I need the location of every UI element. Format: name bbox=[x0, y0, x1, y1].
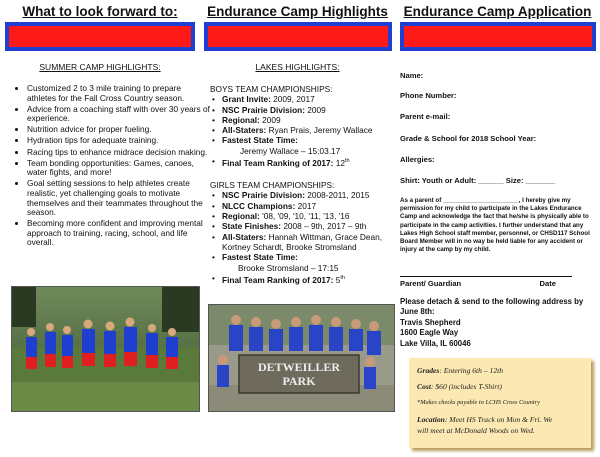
section-subheading: LAKES HIGHLIGHTS: bbox=[255, 62, 340, 72]
shirt-size-field[interactable]: Shirt: Youth or Adult: ______ Size: _______ bbox=[400, 176, 556, 185]
list-item: • Regional: '08, '09, '10, '11, '13, '16 bbox=[222, 211, 393, 221]
list-item: • Fastest State Time: bbox=[222, 135, 393, 145]
list-item: • NSC Prairie Division: 2009 bbox=[222, 105, 393, 115]
list-item: • Regional: 2009 bbox=[222, 115, 393, 125]
team-photo-park-sign bbox=[208, 304, 395, 412]
list-item: • Nutrition advice for proper fueling. bbox=[27, 125, 211, 135]
consent-paragraph: As a parent of ______________________, I hereby give my permission for my child to participate in the Lakes Endurance Camp and acknowledge the fact that he/she is physically able to participate in the camp activities. I further understand that any Lakes High School staff member, personnel, or CHSD117 School Board Member will in no way be held liable for any accident or injury at the camp by my child. bbox=[400, 197, 590, 254]
grades-info: Grades: Entering 6th – 12th bbox=[417, 366, 504, 375]
championships-text bbox=[210, 84, 393, 285]
location-info-line2: will meet at McDonald Woods on Wed. bbox=[417, 426, 535, 435]
banner-red-fill bbox=[208, 26, 388, 47]
list-item: • Team bonding opportunities: Games, canoes, water fights, and more! bbox=[27, 159, 211, 178]
section-subheading: SUMMER CAMP HIGHLIGHTS: bbox=[39, 62, 161, 72]
date-label: Date bbox=[539, 279, 556, 288]
list-item: • NLCC Champions: 2017 bbox=[222, 201, 393, 211]
girls-final-list bbox=[210, 273, 393, 285]
list-item: • All-Staters: Hannah Wittman, Grace Dean, Kortney Schardt, Brooke Stromsland bbox=[222, 232, 393, 253]
boys-final-list bbox=[210, 156, 393, 168]
list-item: • Racing tips to enhance midrace decision making. bbox=[27, 148, 211, 158]
list-item: • Becoming more confident and improving mental approach to training, racing, school, and life overall. bbox=[27, 219, 211, 248]
grade-school-field[interactable]: Grade & School for 2018 School Year: bbox=[400, 134, 537, 143]
boys-header: BOYS TEAM CHAMPIONSHIPS: bbox=[210, 84, 333, 94]
email-field[interactable]: Parent e-mail: bbox=[400, 112, 451, 121]
banner-red-fill bbox=[9, 26, 191, 47]
checks-info: *Makes checks payable to LCHS Cross Country bbox=[417, 399, 540, 406]
color-banner bbox=[204, 22, 392, 51]
phone-field[interactable]: Phone Number: bbox=[400, 91, 457, 100]
color-banner bbox=[5, 22, 195, 51]
team-photo-running bbox=[11, 286, 200, 412]
column-title: Endurance Camp Highlights bbox=[207, 4, 388, 19]
list-item: • Advice from a coaching staff with over 30 years of experience. bbox=[27, 105, 211, 124]
girls-list bbox=[210, 190, 393, 262]
boys-fastest-time: Jeremy Wallace – 15:03.17 bbox=[240, 145, 341, 156]
list-item: • Final Team Ranking of 2017: 5th bbox=[222, 273, 393, 285]
banner-red-fill bbox=[404, 26, 592, 47]
address-line: Lake Villa, IL 60046 bbox=[400, 338, 471, 348]
girls-header: GIRLS TEAM CHAMPIONSHIPS: bbox=[210, 180, 335, 191]
name-field[interactable]: Name: bbox=[400, 71, 424, 80]
allergies-field[interactable]: Allergies: bbox=[400, 155, 435, 164]
signature-line[interactable] bbox=[400, 276, 572, 277]
detach-text: Please detach & send to the following address by June 8th: bbox=[400, 297, 584, 317]
column-lakes-highlights bbox=[200, 0, 395, 457]
location-info: Location: Meet HS Track on Mon & Fri. We bbox=[417, 415, 553, 424]
girls-fastest-time: Brooke Stromsland – 17:15 bbox=[238, 262, 339, 273]
list-item: • Final Team Ranking of 2017: 12th bbox=[222, 156, 393, 168]
list-item: • Grant Invite: 2009, 2017 bbox=[222, 94, 393, 104]
list-item: • All-Staters: Ryan Prais, Jeremy Wallace bbox=[222, 125, 393, 135]
color-banner bbox=[400, 22, 596, 51]
list-item: • Customized 2 to 3 mile training to prepare athletes for the Fall Cross Country season. bbox=[27, 84, 211, 103]
team-running-illustration bbox=[12, 287, 199, 411]
boys-list bbox=[210, 94, 393, 145]
sign-text-line2: PARK bbox=[282, 374, 316, 388]
parent-guardian-label: Parent/ Guardian bbox=[400, 279, 462, 288]
list-item: • Fastest State Time: bbox=[222, 252, 393, 262]
park-sign-illustration bbox=[209, 305, 394, 411]
list-item: • Goal setting sessions to help athletes create realistic, yet challenging goals to motivate themselves and their teammates throughout the season. bbox=[27, 179, 211, 217]
signature-labels bbox=[400, 279, 572, 288]
camp-info-note bbox=[409, 358, 591, 448]
address-line: Travis Shepherd bbox=[400, 317, 461, 327]
column-summer-camp bbox=[0, 0, 210, 457]
column-title: Endurance Camp Application bbox=[403, 4, 592, 19]
list-item: • State Finishes: 2008 – 9th, 2017 – 9th bbox=[222, 221, 393, 231]
address-line: 1600 Eagle Way bbox=[400, 328, 459, 338]
list-item: • Hydration tips for adequate training. bbox=[27, 136, 211, 146]
cost-info: Cost: $60 (includes T-Shirt) bbox=[417, 382, 502, 391]
column-title: What to look forward to: bbox=[22, 4, 178, 19]
highlights-list bbox=[14, 84, 211, 250]
sign-text-line1: DETWEILLER bbox=[257, 360, 341, 374]
list-item: • NSC Prairie Division: 2008-2011, 2015 bbox=[222, 190, 393, 200]
mailing-instructions bbox=[400, 297, 596, 349]
